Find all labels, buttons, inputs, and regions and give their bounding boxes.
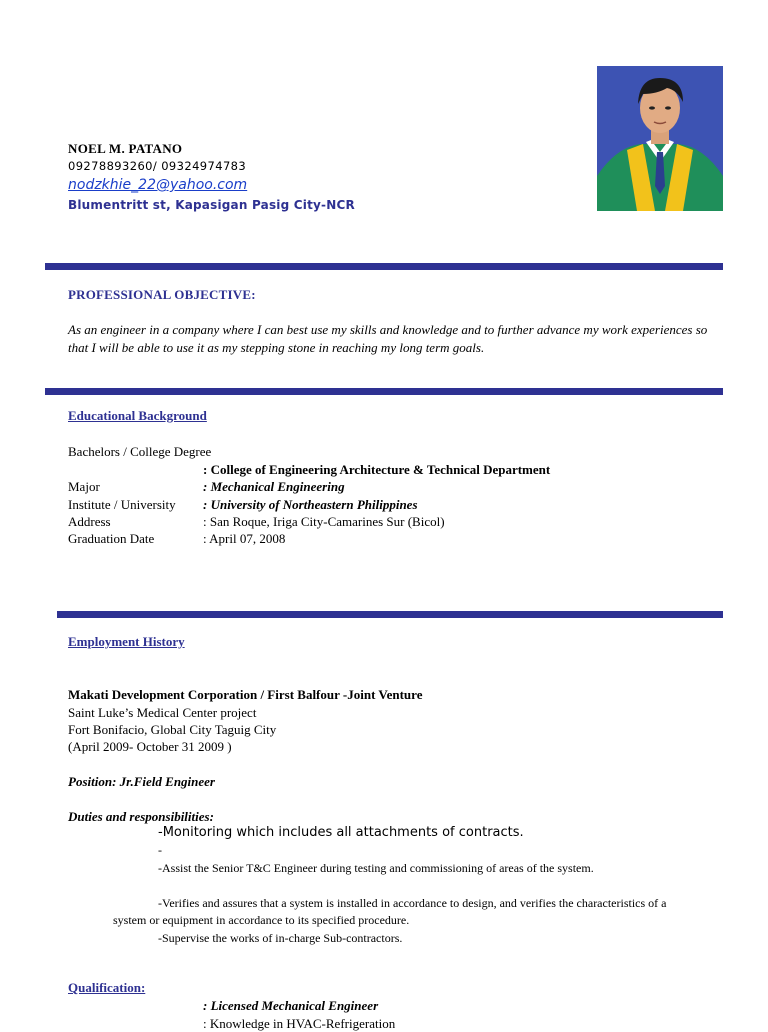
graduation-photo: [597, 66, 723, 211]
degree-label: Bachelors / College Degree: [68, 444, 212, 459]
section-divider: [45, 388, 723, 395]
portrait-icon: [597, 66, 723, 211]
row-value: : College of Engineering Architecture & Technical Department: [203, 462, 551, 477]
row-label: Major: [68, 479, 100, 494]
duty-item: -Supervise the works of in-charge Sub-contractors.: [158, 931, 403, 945]
email-link[interactable]: nodzkhie_22@yahoo.com: [68, 177, 248, 193]
row-label: Address: [68, 514, 111, 529]
phone-numbers: 09278893260/ 09324974783: [68, 159, 247, 173]
duty-item: -Verifies and assures that a system is installed in accordance to design, and verifies the characteristics of a system or equipment in accordance to its specified procedure.: [113, 896, 667, 927]
project-location: Fort Bonifacio, Global City Taguig City: [68, 722, 277, 737]
objective-heading: PROFESSIONAL OBJECTIVE:: [68, 287, 256, 302]
row-value: : San Roque, Iriga City-Camarines Sur (Bicol): [203, 514, 445, 529]
row-label: Graduation Date: [68, 531, 155, 546]
employment-period: (April 2009- October 31 2009 ): [68, 739, 232, 754]
section-divider: [45, 263, 723, 270]
duties-heading: Duties and responsibilities:: [68, 809, 214, 824]
position-title: Position: Jr.Field Engineer: [68, 774, 215, 789]
employment-heading: Employment History: [68, 634, 185, 649]
qualification-item: : Licensed Mechanical Engineer: [203, 998, 379, 1013]
duty-item: -Assist the Senior T&C Engineer during testing and commissioning of areas of the system.: [158, 861, 594, 875]
section-divider: [57, 611, 723, 618]
education-heading: Educational Background: [68, 408, 207, 423]
home-address: Blumentritt st, Kapasigan Pasig City-NCR: [68, 198, 355, 212]
row-label: Institute / University: [68, 497, 176, 512]
applicant-name: NOEL M. PATANO: [68, 141, 183, 156]
objective-text: As an engineer in a company where I can best use my skills and knowledge and to further advance my work experiences so that I will be able to use it as my stepping stone in reaching my long term goals.: [68, 322, 708, 355]
duty-item: -: [158, 843, 162, 857]
row-value: : University of Northeastern Philippines: [203, 497, 418, 512]
company-name: Makati Development Corporation / First Balfour -Joint Venture: [68, 687, 423, 702]
project-name: Saint Luke’s Medical Center project: [68, 705, 257, 720]
qualification-heading: Qualification:: [68, 980, 146, 995]
duty-item: -Monitoring which includes all attachments of contracts.: [158, 825, 524, 840]
qualification-item: : Knowledge in HVAC-Refrigeration: [203, 1016, 396, 1031]
row-value: : Mechanical Engineering: [203, 479, 345, 494]
row-value: : April 07, 2008: [203, 531, 286, 546]
